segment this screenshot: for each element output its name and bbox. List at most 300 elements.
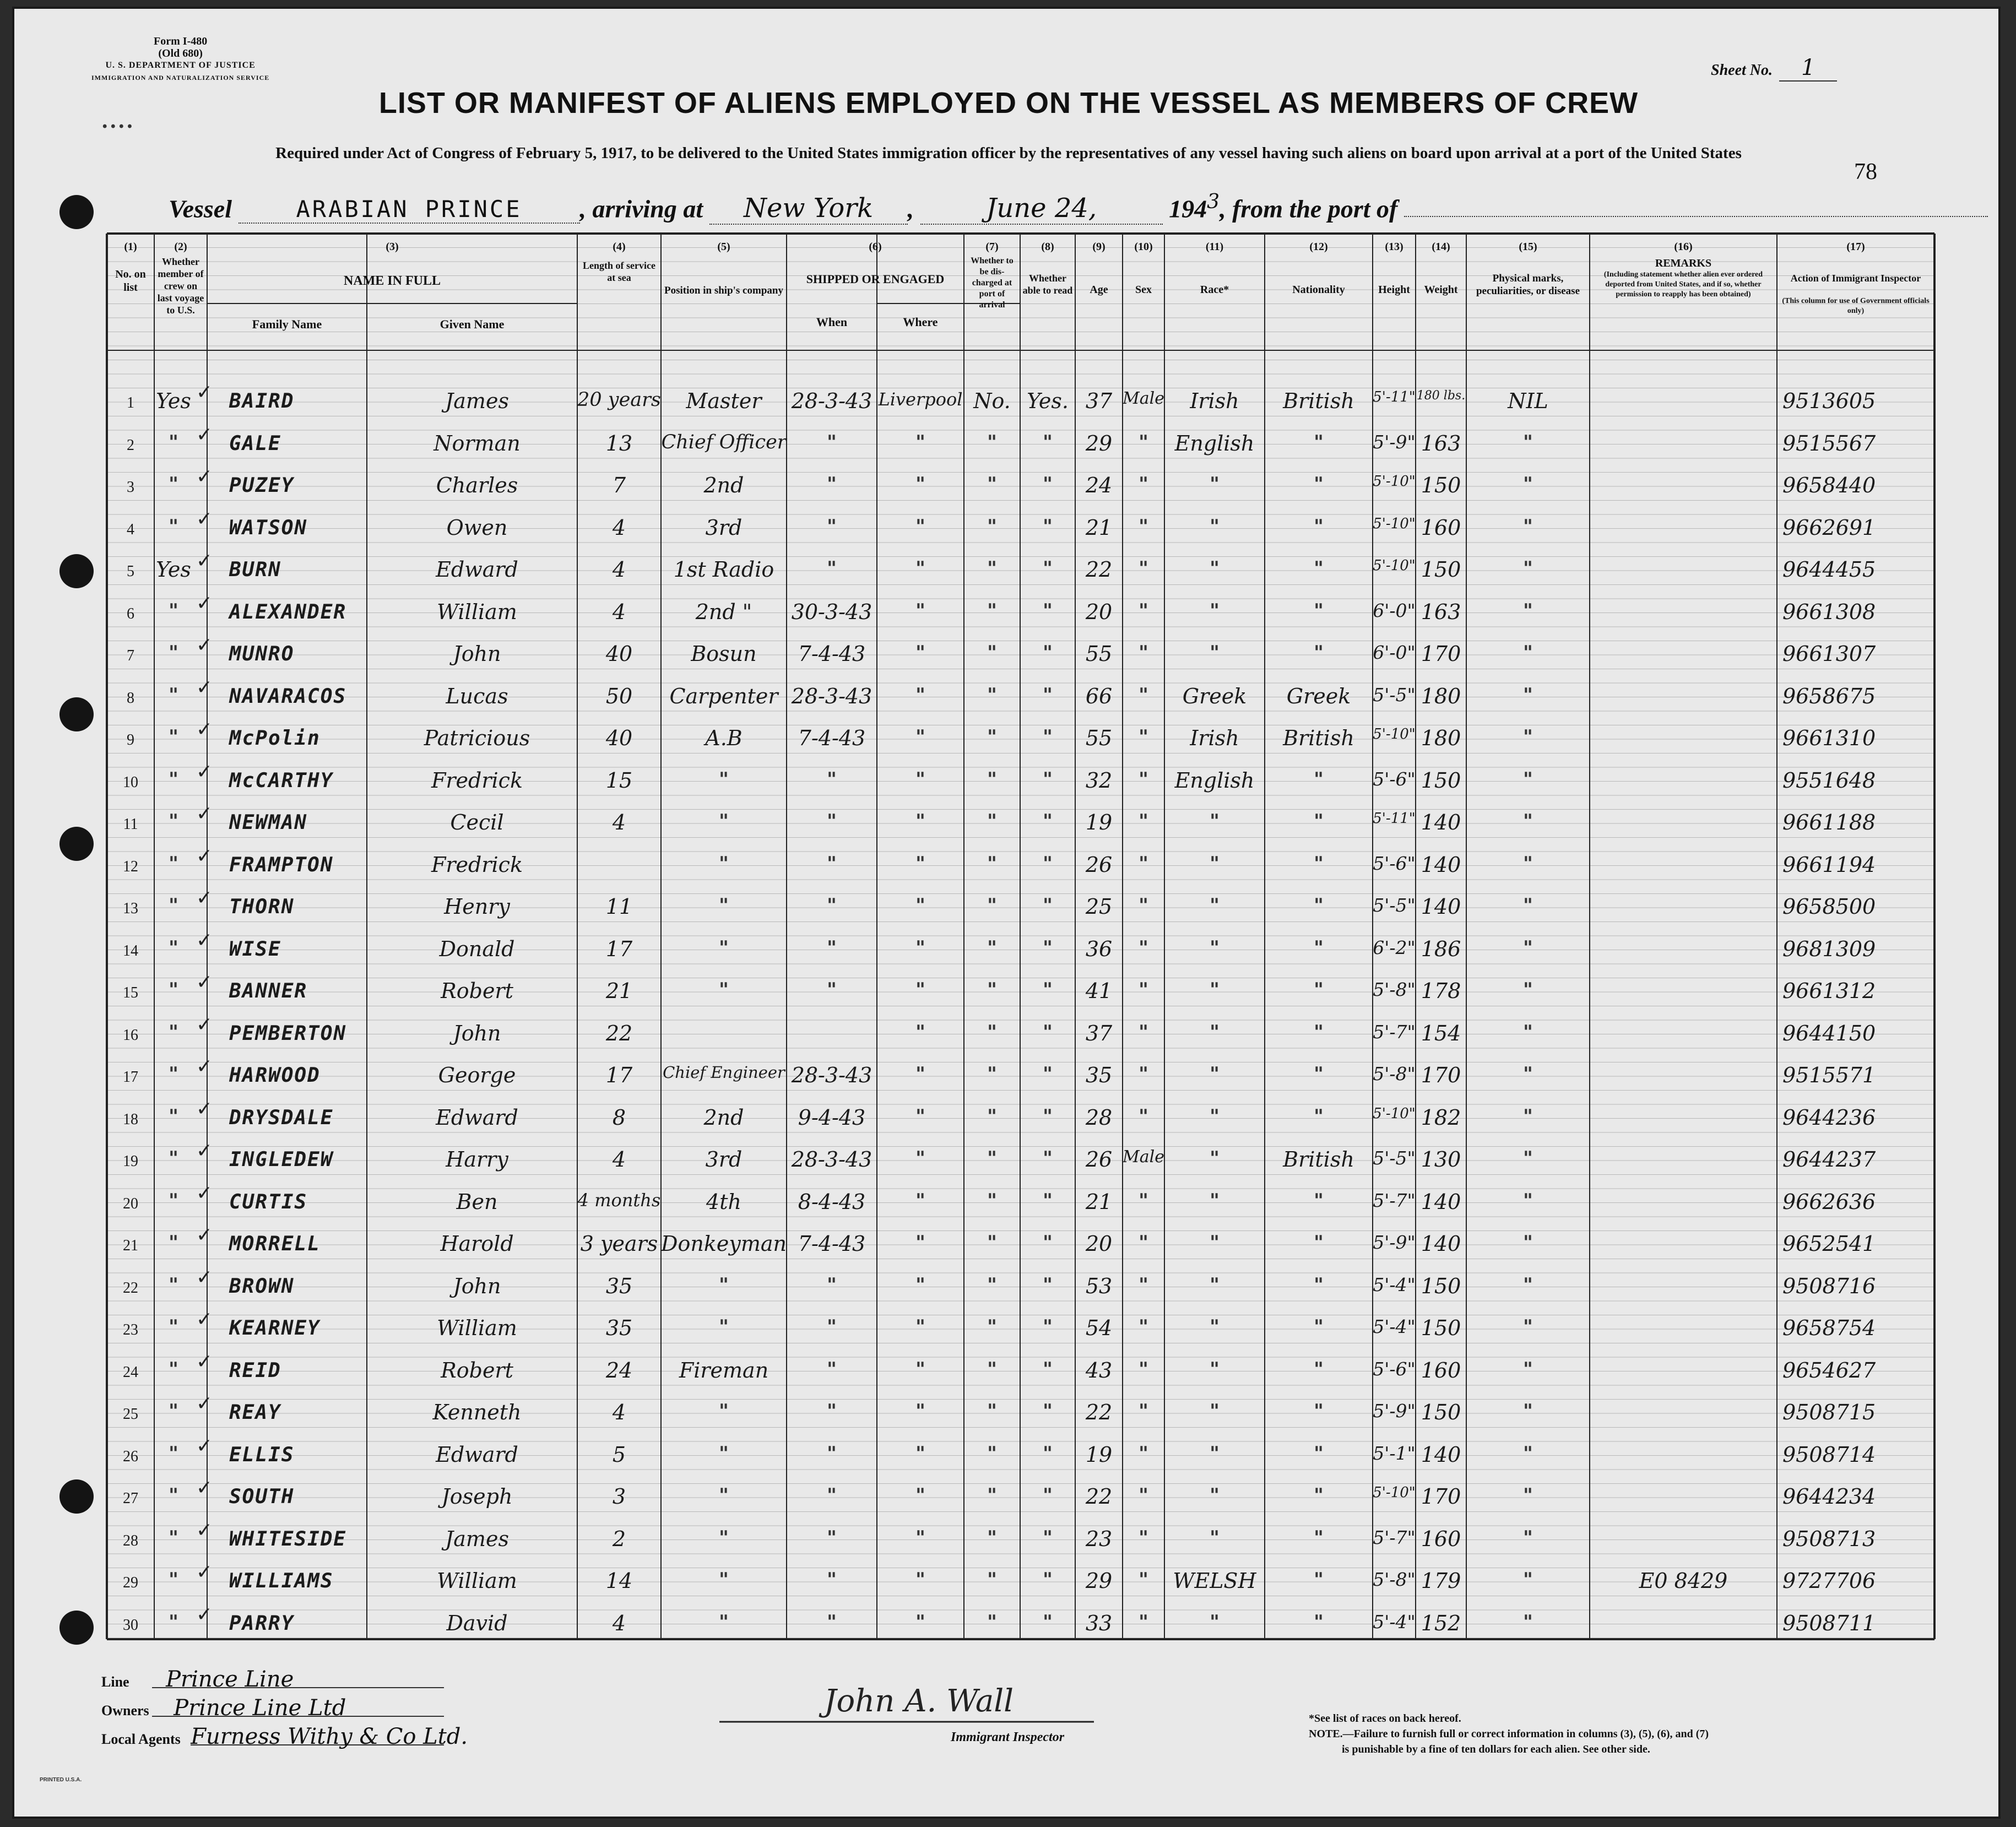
shipped-where: " — [915, 515, 925, 538]
weight: 160 — [1421, 1358, 1461, 1383]
family-name: BAIRD — [229, 390, 295, 413]
able-to-read: " — [1043, 979, 1053, 1001]
row-number: 20 — [123, 1195, 138, 1212]
position: " — [719, 1273, 729, 1296]
discharge: No. — [973, 389, 1011, 413]
family-name: WILLIAMS — [229, 1570, 334, 1592]
col-16-header: REMARKS — [1655, 257, 1712, 269]
race: Greek — [1182, 684, 1247, 708]
able-to-read: " — [1043, 1484, 1053, 1506]
position: " — [719, 1400, 729, 1422]
physical-marks: " — [1523, 894, 1533, 917]
row-number: 22 — [123, 1279, 138, 1297]
col-8-header: Whether able to read — [1022, 273, 1073, 296]
col-10-header: Sex — [1135, 284, 1152, 296]
physical-marks: " — [1523, 431, 1533, 453]
sex: " — [1139, 684, 1148, 706]
row-number: 8 — [127, 689, 134, 707]
able-to-read: " — [1043, 684, 1053, 706]
discharge: " — [987, 768, 997, 790]
col-16-number: (16) — [1674, 241, 1693, 253]
able-to-read: " — [1043, 894, 1053, 917]
col-13-number: (13) — [1385, 241, 1403, 253]
row-number: 18 — [123, 1110, 138, 1128]
shipped-where: " — [915, 1400, 925, 1422]
sex: " — [1139, 1316, 1148, 1338]
sex: Male — [1123, 389, 1164, 408]
inspector-action: 9661310 — [1782, 726, 1876, 750]
checkmark-icon: ✓ — [196, 929, 213, 952]
physical-marks: " — [1523, 1021, 1533, 1043]
race: " — [1210, 936, 1220, 959]
length-of-service: 4 months — [577, 1189, 661, 1211]
row-number: 26 — [123, 1447, 138, 1465]
race: " — [1210, 1484, 1220, 1506]
height: 5'-4" — [1373, 1316, 1416, 1337]
prev-voyage: " — [169, 1400, 178, 1422]
position: Donkeyman — [661, 1232, 787, 1256]
weight: 150 — [1421, 557, 1461, 582]
sex: " — [1139, 1189, 1148, 1212]
inspector-action: 9515567 — [1782, 431, 1876, 456]
footer-note — [1309, 1711, 1709, 1757]
race: " — [1210, 1358, 1220, 1380]
row-number: 2 — [127, 436, 134, 454]
sex: " — [1139, 1611, 1148, 1633]
checkmark-icon: ✓ — [196, 550, 213, 572]
length-of-service: 15 — [605, 768, 633, 793]
age: 28 — [1085, 1105, 1113, 1130]
sex: " — [1139, 1063, 1148, 1085]
col-13-header: Height — [1378, 284, 1410, 296]
inspector-action: 9513605 — [1782, 389, 1876, 413]
note-races: *See list of races on back hereof. — [1309, 1712, 1461, 1725]
given-name: Ben — [456, 1189, 498, 1214]
discharge: " — [987, 1147, 997, 1169]
height: 5'-9" — [1373, 1400, 1416, 1422]
sex: " — [1139, 1232, 1148, 1254]
weight: 180 lbs. — [1416, 389, 1466, 403]
shipped-where: " — [915, 1273, 925, 1296]
col-1-header: No. on list — [115, 268, 146, 294]
prev-voyage: " — [169, 1232, 178, 1254]
age: 22 — [1085, 1484, 1113, 1509]
family-name: PARRY — [229, 1612, 295, 1635]
sex: " — [1139, 979, 1148, 1001]
sex: " — [1139, 894, 1148, 917]
owners-label: Owners — [101, 1703, 149, 1718]
weight: 179 — [1421, 1569, 1461, 1593]
sheet-value: 1 — [1779, 55, 1837, 82]
physical-marks: " — [1523, 1611, 1533, 1633]
shipped-where: " — [915, 852, 925, 875]
weight: 182 — [1421, 1105, 1461, 1130]
prev-voyage: " — [169, 852, 178, 875]
prev-voyage: " — [169, 1484, 178, 1506]
discharge: " — [987, 936, 997, 959]
shipped-when: " — [827, 979, 837, 1001]
race: " — [1210, 894, 1220, 917]
age: 32 — [1085, 768, 1113, 793]
height: 5'-9" — [1373, 1232, 1416, 1253]
physical-marks: " — [1523, 979, 1533, 1001]
sex: " — [1139, 473, 1148, 495]
col-7-number: (7) — [985, 241, 999, 253]
age: 26 — [1085, 852, 1113, 877]
given-name: John — [453, 1273, 501, 1298]
shipped-where: " — [915, 1147, 925, 1169]
able-to-read: " — [1043, 1273, 1053, 1296]
family-name: NAVARACOS — [229, 685, 347, 708]
weight: 163 — [1421, 599, 1461, 624]
col-12-number: (12) — [1309, 241, 1328, 253]
race: " — [1210, 642, 1220, 664]
shipped-when: " — [827, 1526, 837, 1549]
sex: " — [1139, 810, 1148, 832]
year-digit: 3 — [1207, 191, 1220, 213]
family-name: PUZEY — [229, 474, 295, 497]
checkmark-icon: ✓ — [196, 1013, 213, 1036]
height: 5'-10" — [1373, 473, 1416, 490]
position: " — [719, 768, 729, 790]
given-name: John — [453, 642, 501, 666]
family-name: PEMBERTON — [229, 1022, 347, 1045]
given-name: George — [438, 1063, 516, 1087]
col-14-header: Weight — [1424, 284, 1458, 296]
weight: 154 — [1421, 1021, 1461, 1045]
physical-marks: " — [1523, 599, 1533, 622]
prev-voyage: " — [169, 979, 178, 1001]
height: 5'-5" — [1373, 894, 1416, 916]
col-9-header: Age — [1090, 284, 1108, 296]
shipped-when: " — [827, 852, 837, 875]
length-of-service: 4 — [612, 1400, 626, 1424]
sex: " — [1139, 1021, 1148, 1043]
discharge: " — [987, 1105, 997, 1127]
shipped-where: " — [915, 726, 925, 748]
prev-voyage: " — [169, 1273, 178, 1296]
shipped-when: 28-3-43 — [791, 1063, 872, 1087]
physical-marks: " — [1523, 1189, 1533, 1212]
race: " — [1210, 1232, 1220, 1254]
height: 5'-5" — [1373, 684, 1416, 706]
family-name: MORRELL — [229, 1233, 321, 1255]
checkmark-icon: ✓ — [196, 465, 213, 488]
shipped-where: " — [915, 1569, 925, 1591]
length-of-service: 4 — [612, 599, 626, 624]
prev-voyage: " — [169, 473, 178, 495]
family-name: WISE — [229, 937, 281, 961]
inspector-action: 9662636 — [1782, 1189, 1876, 1214]
prev-voyage: " — [169, 726, 178, 748]
age: 22 — [1085, 1400, 1113, 1424]
row-number: 1 — [127, 394, 134, 411]
prev-voyage: " — [169, 1358, 178, 1380]
able-to-read: " — [1043, 1400, 1053, 1422]
nationality: " — [1314, 515, 1324, 538]
age: 41 — [1085, 979, 1113, 1003]
weight: 140 — [1421, 1442, 1461, 1467]
height: 5'-8" — [1373, 1063, 1416, 1085]
sex: " — [1139, 515, 1148, 538]
height: 5'-4" — [1373, 1273, 1416, 1295]
sex: " — [1139, 1526, 1148, 1549]
shipped-when: 30-3-43 — [791, 599, 872, 624]
weight: 140 — [1421, 1232, 1461, 1256]
owners-field — [101, 1695, 346, 1721]
line-label: Line — [101, 1674, 129, 1690]
position: " — [719, 1316, 729, 1338]
physical-marks: " — [1523, 1147, 1533, 1169]
given-name: William — [437, 1569, 517, 1593]
shipped-when: 8-4-43 — [798, 1189, 866, 1214]
inspector-action: 9661194 — [1782, 852, 1876, 877]
row-number: 30 — [123, 1616, 138, 1634]
shipped-where: " — [915, 1611, 925, 1633]
inspector-action: 9661308 — [1782, 599, 1876, 624]
shipped-where: " — [915, 557, 925, 579]
prev-voyage: " — [169, 1147, 178, 1169]
discharge: " — [987, 1232, 997, 1254]
race: English — [1174, 768, 1255, 793]
shipped-where: " — [915, 473, 925, 495]
height: 5'-1" — [1373, 1442, 1416, 1464]
height: 5'-5" — [1373, 1147, 1416, 1169]
nationality: " — [1314, 768, 1324, 790]
prev-voyage: " — [169, 599, 178, 622]
able-to-read: " — [1043, 936, 1053, 959]
height: 5'-8" — [1373, 979, 1416, 1000]
race: English — [1174, 431, 1255, 456]
able-to-read: " — [1043, 473, 1053, 495]
given-name: Owen — [446, 515, 508, 540]
given-name: Lucas — [446, 684, 508, 708]
length-of-service: 17 — [605, 1063, 633, 1087]
shipped-when: " — [827, 1400, 837, 1422]
discharge: " — [987, 1021, 997, 1043]
prev-voyage: " — [169, 1316, 178, 1338]
nationality: " — [1314, 936, 1324, 959]
family-name: KEARNEY — [229, 1317, 321, 1340]
race: " — [1210, 1316, 1220, 1338]
length-of-service: 22 — [605, 1021, 633, 1045]
height: 5'-11" — [1373, 389, 1416, 405]
physical-marks: NIL — [1508, 389, 1548, 413]
col-17-subheader: (This column for use of Government officials only) — [1782, 297, 1930, 315]
physical-marks: " — [1523, 642, 1533, 664]
prev-voyage: " — [169, 1611, 178, 1633]
prev-voyage: Yes — [156, 557, 191, 582]
nationality: " — [1314, 979, 1324, 1001]
discharge: " — [987, 852, 997, 875]
race: " — [1210, 1400, 1220, 1422]
able-to-read: " — [1043, 768, 1053, 790]
race: " — [1210, 1105, 1220, 1127]
inspector-action: 9727706 — [1782, 1569, 1876, 1593]
position: 4th — [706, 1189, 741, 1214]
race: Irish — [1190, 389, 1239, 413]
family-name: DRYSDALE — [229, 1106, 334, 1129]
given-name: Robert — [441, 979, 513, 1003]
age: 55 — [1085, 642, 1113, 666]
race: " — [1210, 1021, 1220, 1043]
inspector-action: 9508714 — [1782, 1442, 1876, 1467]
col-6-number: (6) — [869, 241, 882, 253]
inspector-action: 9508713 — [1782, 1526, 1876, 1551]
position: A.B — [705, 726, 743, 750]
position: " — [719, 936, 729, 959]
col-4-header: Length of service at sea — [583, 260, 655, 283]
checkmark-icon: ✓ — [196, 1097, 213, 1120]
able-to-read: " — [1043, 1611, 1053, 1633]
discharge: " — [987, 726, 997, 748]
weight: 140 — [1421, 894, 1461, 919]
weight: 160 — [1421, 515, 1461, 540]
col-11-number: (11) — [1205, 241, 1224, 253]
shipped-when: 7-4-43 — [798, 1232, 866, 1256]
nationality: " — [1314, 1273, 1324, 1296]
arrival-port: New York — [709, 193, 908, 225]
prev-voyage: " — [169, 1442, 178, 1465]
weight: 150 — [1421, 1400, 1461, 1424]
inspector-action: 9551648 — [1782, 768, 1876, 793]
row-number: 9 — [127, 731, 134, 749]
position: Fireman — [679, 1358, 769, 1383]
height: 5'-9" — [1373, 431, 1416, 453]
weight: 140 — [1421, 810, 1461, 834]
length-of-service: 13 — [605, 431, 633, 456]
given-name: Edward — [436, 557, 518, 582]
length-of-service: 21 — [605, 979, 633, 1003]
given-name: Donald — [439, 936, 515, 961]
physical-marks: " — [1523, 473, 1533, 495]
age: 33 — [1085, 1611, 1113, 1635]
row-number: 23 — [123, 1321, 138, 1338]
checkmark-icon: ✓ — [196, 1266, 213, 1289]
race: " — [1210, 1611, 1220, 1633]
able-to-read: " — [1043, 1189, 1053, 1212]
vessel-line: Vessel ARABIAN PRINCE , arriving at New York , June 24, 1943, from the port of — [169, 191, 1988, 225]
discharge: " — [987, 894, 997, 917]
age: 55 — [1085, 726, 1113, 750]
position: " — [719, 979, 729, 1001]
nationality: " — [1314, 1021, 1324, 1043]
discharge: " — [987, 473, 997, 495]
shipped-where: " — [915, 1189, 925, 1212]
family-name: GALE — [229, 432, 281, 455]
height: 5'-10" — [1373, 1105, 1416, 1122]
physical-marks: " — [1523, 1569, 1533, 1591]
shipped-when: " — [827, 473, 837, 495]
discharge: " — [987, 431, 997, 453]
row-number: 16 — [123, 1026, 138, 1044]
prev-voyage: " — [169, 1021, 178, 1043]
shipped-where: " — [915, 431, 925, 453]
row-number: 14 — [123, 942, 138, 959]
length-of-service: 40 — [605, 642, 633, 666]
nationality: " — [1314, 599, 1324, 622]
discharge: " — [987, 1442, 997, 1465]
family-name: BANNER — [229, 980, 308, 1002]
length-of-service: 3 years — [580, 1232, 658, 1256]
page-subtitle: Required under Act of Congress of February 5, 1917, to be delivered to the United States immigration officer by the representatives of any vessel having such aliens on board upon arrival at a port of the United States — [275, 144, 1742, 162]
length-of-service: 35 — [605, 1273, 633, 1298]
age: 37 — [1085, 389, 1113, 413]
position: " — [719, 810, 729, 832]
nationality: " — [1314, 1063, 1324, 1085]
prev-voyage: " — [169, 1063, 178, 1085]
able-to-read: Yes. — [1027, 389, 1069, 413]
position: 2nd — [703, 473, 744, 497]
age: 66 — [1085, 684, 1113, 708]
row-number: 29 — [123, 1574, 138, 1591]
given-name: John — [453, 1021, 501, 1045]
weight: 150 — [1421, 473, 1461, 497]
physical-marks: " — [1523, 1358, 1533, 1380]
age: 25 — [1085, 894, 1113, 919]
able-to-read: " — [1043, 557, 1053, 579]
position: " — [719, 1442, 729, 1465]
col-1-number: (1) — [124, 241, 137, 253]
given-name: Harold — [440, 1232, 514, 1256]
prev-voyage: " — [169, 936, 178, 959]
able-to-read: " — [1043, 642, 1053, 664]
position: Bosun — [691, 642, 757, 666]
agents-field — [101, 1724, 468, 1749]
sex: " — [1139, 1569, 1148, 1591]
arriving-label: , arriving at — [579, 194, 703, 223]
discharge: " — [987, 1569, 997, 1591]
weight: 170 — [1421, 1063, 1461, 1087]
shipped-when: " — [827, 768, 837, 790]
manifest-sheet — [12, 7, 2001, 1819]
shipped-where: " — [915, 810, 925, 832]
position: 2nd — [703, 1105, 744, 1130]
physical-marks: " — [1523, 515, 1533, 538]
remarks: E0 8429 — [1639, 1569, 1728, 1593]
discharge: " — [987, 1316, 997, 1338]
family-name: McPolin — [229, 727, 321, 750]
given-name: James — [445, 389, 509, 413]
physical-marks: " — [1523, 1273, 1533, 1296]
physical-marks: " — [1523, 1442, 1533, 1465]
height: 5'-10" — [1373, 1484, 1416, 1501]
weight: 152 — [1421, 1611, 1461, 1635]
height: 5'-6" — [1373, 852, 1416, 874]
family-name: ELLIS — [229, 1443, 295, 1466]
checkmark-icon: ✓ — [196, 634, 213, 657]
checkmark-icon: ✓ — [196, 1477, 213, 1499]
weight: 170 — [1421, 642, 1461, 666]
col-14-number: (14) — [1432, 241, 1450, 253]
inspector-action: 9515571 — [1782, 1063, 1876, 1087]
col-17-number: (17) — [1846, 241, 1865, 253]
race: " — [1210, 852, 1220, 875]
nationality: " — [1314, 1189, 1324, 1212]
shipped-when: " — [827, 431, 837, 453]
row-number: 24 — [123, 1363, 138, 1381]
col-11-header: Race* — [1200, 284, 1229, 296]
inspector-action: 9644150 — [1782, 1021, 1876, 1045]
inspector-action: 9661307 — [1782, 642, 1876, 666]
physical-marks: " — [1523, 1105, 1533, 1127]
shipped-when: " — [827, 1316, 837, 1338]
family-name: MUNRO — [229, 643, 295, 665]
row-number: 5 — [127, 563, 134, 580]
prev-voyage: " — [169, 1569, 178, 1591]
race: " — [1210, 810, 1220, 832]
form-old-number: (Old 680) — [158, 47, 203, 59]
